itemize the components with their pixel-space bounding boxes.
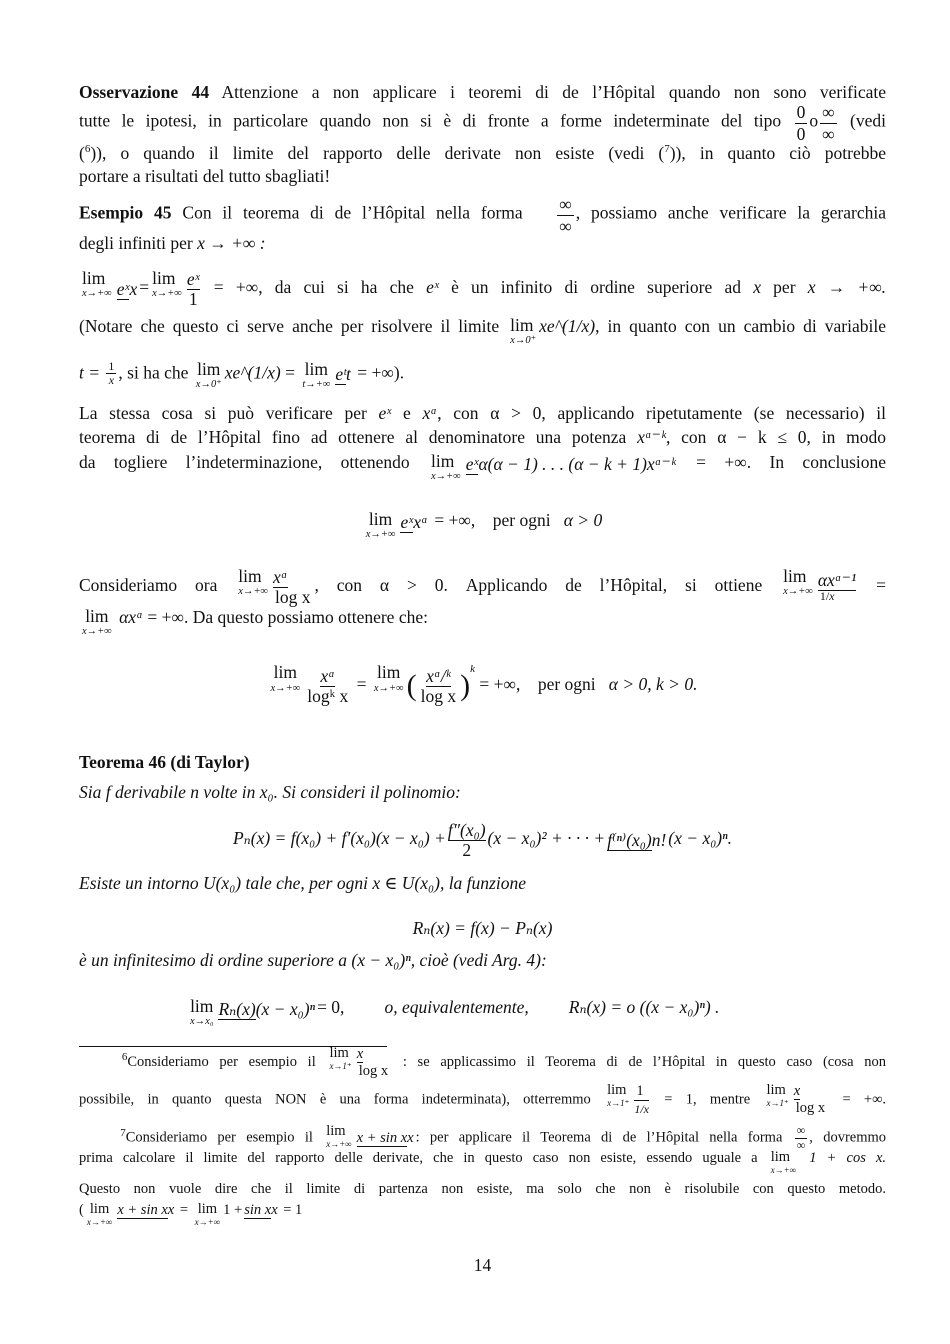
den: logᵏ x xyxy=(307,686,349,707)
math: eˣ xyxy=(426,277,439,298)
fraction xyxy=(117,279,138,299)
text: : se applicassimo il Teorema di de l’Hôpital in questo caso (cosa non xyxy=(402,1054,887,1071)
text: (vedi xyxy=(850,111,887,132)
math: Rₙ(x) = f(x) − Pₙ(x) xyxy=(412,917,553,938)
limit xyxy=(190,997,213,1028)
lim: lim xyxy=(82,267,106,288)
num: eˣ xyxy=(465,453,479,474)
math: xᵅ⁻ᵏ xyxy=(637,426,666,447)
fraction xyxy=(466,454,676,474)
text: è un infinitesimo di ordine superiore a (x − x₀)ⁿ, cioè (vedi Arg. 4): xyxy=(79,949,547,970)
limit xyxy=(510,316,536,347)
den: 1/x xyxy=(819,589,835,604)
math: (x − x₀)ⁿ. xyxy=(668,828,733,849)
fraction-inf-inf xyxy=(795,1124,808,1153)
text: e xyxy=(402,402,411,423)
text: = +∞. xyxy=(842,1091,887,1108)
den: log x xyxy=(358,1063,389,1079)
text: Esiste un intorno U(x₀) tale che, per ogni x ∈ U(x₀), la funzione xyxy=(79,872,526,893)
text: = +∞. In conclusione xyxy=(696,451,887,472)
fraction xyxy=(106,360,116,389)
math: α > 0 xyxy=(563,509,603,530)
limit xyxy=(302,360,330,391)
fraction xyxy=(273,567,313,607)
text: La stessa cosa si può verificare per xyxy=(79,402,367,423)
num: xᵅ/ᵏ xyxy=(426,666,451,687)
lim: lim xyxy=(783,565,807,586)
lim-sub: x→+∞ xyxy=(431,470,461,482)
text: da togliere l’indeterminazione, ottenendo xyxy=(79,451,410,472)
num: 0 xyxy=(796,102,806,123)
text: = xyxy=(285,361,295,382)
math: x → +∞. xyxy=(807,277,887,298)
lim-sub: x→+∞ xyxy=(365,528,396,540)
num: x + sin x xyxy=(356,1129,408,1146)
limit xyxy=(366,510,396,541)
fraction xyxy=(218,999,315,1019)
ex45-label: Esempio 45 xyxy=(79,203,172,224)
lim-sub: x→+∞ xyxy=(783,586,813,598)
num: xᵅ xyxy=(320,666,336,687)
fraction xyxy=(244,1202,277,1219)
den: (x − x₀)ⁿ xyxy=(255,998,316,1019)
lim: lim xyxy=(368,508,393,529)
limit xyxy=(196,360,222,391)
lim: lim xyxy=(510,314,534,335)
lim-sub: x→0⁺ xyxy=(510,334,537,346)
num: ∞ xyxy=(822,102,835,123)
math: (x − x₀)² + · · · + xyxy=(487,828,606,849)
text: )), in quanto ciò potrebbe xyxy=(669,142,886,163)
footnote-ref-6[interactable]: 6 xyxy=(84,142,91,155)
lim-sub: x→+∞ xyxy=(152,288,182,300)
text: : per applicare il Teorema di de l’Hôpital nella forma xyxy=(415,1129,783,1146)
limit xyxy=(783,567,813,598)
lim: lim xyxy=(197,358,221,379)
limit xyxy=(431,452,461,483)
lim: lim xyxy=(326,1122,346,1139)
fraction-inf-inf xyxy=(820,102,836,143)
limit xyxy=(270,663,300,694)
limit xyxy=(374,663,404,694)
den: x xyxy=(167,1202,175,1219)
limit xyxy=(329,1046,351,1072)
text: = xyxy=(356,674,367,695)
one: 1 xyxy=(819,589,826,604)
num: eˣ xyxy=(400,511,414,532)
math: xe^(1/x) xyxy=(224,361,281,382)
fraction xyxy=(419,666,459,706)
lim-sub: x→+∞ xyxy=(238,586,269,598)
footnote-mark: 6 xyxy=(121,1051,128,1064)
text: per ogni xyxy=(492,509,551,530)
text: teorema di de l’Hôpital fino ad ottenere al denominatore una potenza xyxy=(79,426,627,447)
den: n! xyxy=(651,829,667,850)
fraction-0-0 xyxy=(795,102,808,143)
obs44-label: Osservazione 44 xyxy=(79,81,210,102)
num: f⁽ⁿ⁾(x₀) xyxy=(607,829,652,850)
text: , si ha che xyxy=(118,361,189,382)
text: = +∞. Da questo possiamo ottenere che: xyxy=(147,606,428,627)
text: o, equivalentemente, xyxy=(384,996,529,1017)
text: Con il teorema di de l’Hôpital nella forma xyxy=(182,203,523,224)
den: x xyxy=(407,1129,414,1146)
fraction xyxy=(357,1130,414,1147)
lim-sub: t→+∞ xyxy=(302,378,331,390)
den: 0 xyxy=(796,123,806,144)
lim: lim xyxy=(197,1201,218,1218)
text: , con α − k ≤ 0, in modo xyxy=(665,426,886,447)
math: Rₙ(x) = o ((x − x₀)ⁿ) . xyxy=(568,996,720,1017)
den: xᵅ xyxy=(413,511,428,532)
math: Pₙ(x) = f(x₀) + f′(x₀)(x − x₀) + xyxy=(232,828,446,849)
den: x xyxy=(129,278,138,299)
text: ( xyxy=(79,1202,84,1219)
fraction xyxy=(818,570,856,604)
math: t = xyxy=(79,361,101,382)
text: Consideriamo ora xyxy=(79,575,218,596)
den: t xyxy=(346,363,351,384)
text: , con α > 0, applicando ripetutamente (se necessario) il xyxy=(437,402,887,423)
lim: lim xyxy=(85,605,109,626)
fraction xyxy=(117,1202,174,1219)
limit xyxy=(195,1202,220,1228)
text: = xyxy=(139,277,150,298)
text: , dovremmo xyxy=(809,1129,887,1146)
text: Attenzione a non applicare i teoremi di de l’Hôpital quando non sono verificate xyxy=(221,81,886,102)
lim: lim xyxy=(770,1149,791,1166)
lim: lim xyxy=(329,1045,349,1062)
text: = 1, mentre xyxy=(664,1091,751,1108)
math: xᵅ xyxy=(422,402,438,423)
den: log x xyxy=(420,686,457,707)
num: f″(x₀) xyxy=(447,819,486,840)
den: 1 xyxy=(188,289,198,309)
lim-sub: x→+∞ xyxy=(270,682,301,694)
math: αxᵅ xyxy=(119,606,144,627)
text: = +∞, da cui si ha che xyxy=(213,277,414,298)
fraction-inf-inf xyxy=(557,194,573,235)
lim-sub: x→0⁺ xyxy=(195,378,222,390)
fraction xyxy=(187,269,200,309)
num: Rₙ(x) xyxy=(218,998,256,1019)
text: , possiamo anche verificare la gerarchia xyxy=(575,203,886,224)
text: tutte le ipotesi, in particolare quando non si è di fronte a forme indeterminate del tipo xyxy=(79,111,782,132)
text: 1 + xyxy=(223,1202,243,1219)
text: per ogni xyxy=(537,674,596,695)
num: eˣ xyxy=(116,278,130,299)
math: x xyxy=(753,277,761,298)
den: log x xyxy=(275,587,311,607)
text: prima calcolare il limite del rapporto delle derivate, che in questo caso non esiste, essendo uguale a xyxy=(79,1150,758,1167)
num: ∞ xyxy=(796,1122,806,1137)
lim-sub: x→+∞ xyxy=(82,625,112,637)
den: ∞ xyxy=(822,123,835,144)
math: eˣ xyxy=(378,402,392,423)
limit xyxy=(82,607,112,638)
num: 1 xyxy=(634,1083,649,1101)
num: x xyxy=(793,1083,801,1100)
den: α(α − 1) . . . (α − k + 1)xᵅ⁻ᵏ xyxy=(478,453,676,474)
limit xyxy=(607,1083,629,1109)
text: = 1 xyxy=(283,1202,303,1219)
limit xyxy=(82,269,112,300)
math: x → +∞ : xyxy=(197,232,266,253)
den: x xyxy=(271,1202,278,1219)
lim-sub: x→1⁺ xyxy=(766,1097,789,1108)
lim-sub: x→+∞ xyxy=(770,1165,797,1176)
footnote-mark: 7 xyxy=(120,1126,126,1139)
text: = xyxy=(876,575,886,596)
num: xᵅ xyxy=(273,566,288,587)
text: possibile, in quanto questa NON è una forma indeterminata), otterremmo xyxy=(79,1091,591,1108)
text: = +∞, xyxy=(479,674,521,695)
math: α > 0, k > 0. xyxy=(608,674,698,695)
limit xyxy=(771,1150,796,1176)
x: x xyxy=(829,589,835,604)
text: )), o quando il limite del rapporto delle derivate non esiste (vedi ( xyxy=(90,142,665,163)
text: Consideriamo per esempio il xyxy=(127,1054,316,1071)
num: x + sin x xyxy=(117,1202,168,1219)
text: o xyxy=(809,111,819,132)
lim-sub: x→+∞ xyxy=(82,288,112,300)
den: ∞ xyxy=(559,215,572,236)
num: eᵗ xyxy=(335,363,347,384)
lim-sub: x→x₀ xyxy=(190,1015,214,1027)
text: per xyxy=(773,277,796,298)
text: = 0, xyxy=(317,996,345,1017)
fraction xyxy=(357,1046,390,1079)
text: = xyxy=(179,1202,189,1219)
text: portare a risultati del tutto sbagliati! xyxy=(79,165,331,186)
thm46-label: Teorema 46 (di Taylor) xyxy=(79,751,250,772)
lim: lim xyxy=(273,662,298,683)
num: sin x xyxy=(244,1202,272,1219)
den: 2 xyxy=(462,840,472,860)
text: (Notare che questo ci serve anche per risolvere il limite xyxy=(79,315,500,336)
text: degli infiniti per xyxy=(79,232,193,253)
lim: lim xyxy=(152,267,176,288)
text: ( xyxy=(79,142,85,163)
text: = +∞). xyxy=(357,361,405,382)
fraction xyxy=(335,364,351,384)
fraction xyxy=(305,666,350,706)
lim-sub: x→+∞ xyxy=(326,1138,352,1149)
math: xe^(1/x) xyxy=(539,315,596,336)
math: 1 + cos x. xyxy=(809,1150,887,1167)
page-number-text: 14 xyxy=(473,1254,492,1275)
fraction xyxy=(794,1083,827,1116)
lim: lim xyxy=(377,662,401,683)
text: = +∞, xyxy=(434,509,476,530)
limit xyxy=(87,1202,112,1228)
num: x xyxy=(356,1046,364,1063)
footnote-ref-7[interactable]: 7 xyxy=(664,142,670,155)
den: ∞ xyxy=(796,1137,806,1152)
text: , con α > 0. Applicando de l’Hôpital, si ottiene xyxy=(314,575,763,596)
limit xyxy=(326,1124,351,1150)
limit xyxy=(152,269,182,300)
lim-sub: x→+∞ xyxy=(373,682,404,694)
lim: lim xyxy=(190,995,214,1016)
den: 1/x xyxy=(634,1101,649,1116)
lim: lim xyxy=(89,1201,110,1218)
text: Sia f derivabile n volte in x₀. Si consideri il polinomio: xyxy=(79,781,461,802)
lim-sub: x→+∞ xyxy=(194,1217,221,1228)
num: 1 xyxy=(108,358,115,373)
fraction xyxy=(607,830,666,850)
limit xyxy=(766,1083,788,1109)
den: log x xyxy=(795,1100,826,1116)
paren-left: ( xyxy=(406,669,417,703)
lim: lim xyxy=(304,358,328,379)
lim: lim xyxy=(431,450,455,471)
lim-sub: x→1⁺ xyxy=(607,1097,630,1108)
exponent: k xyxy=(470,663,475,676)
lim-sub: x→+∞ xyxy=(86,1217,113,1228)
num: αxᵅ⁻¹ xyxy=(817,570,857,591)
lim: lim xyxy=(607,1081,627,1098)
num: eˣ xyxy=(186,268,200,289)
paren-right: ) xyxy=(460,669,471,703)
limit xyxy=(238,567,268,598)
lim: lim xyxy=(238,565,262,586)
lim-sub: x→1⁺ xyxy=(329,1061,352,1072)
fraction xyxy=(400,512,427,532)
num: ∞ xyxy=(559,194,572,215)
text: è un infinito di ordine superiore ad xyxy=(451,277,741,298)
fraction xyxy=(448,820,486,860)
text: Questo non vuole dire che il limite di partenza non esiste, ma solo che non è risolubile con questo metodo. xyxy=(79,1180,886,1197)
fraction xyxy=(634,1083,649,1117)
den: x xyxy=(108,373,115,388)
text: Consideriamo per esempio il xyxy=(125,1129,313,1146)
text: , in quanto con un cambio di variabile xyxy=(595,315,886,336)
lim: lim xyxy=(766,1081,786,1098)
